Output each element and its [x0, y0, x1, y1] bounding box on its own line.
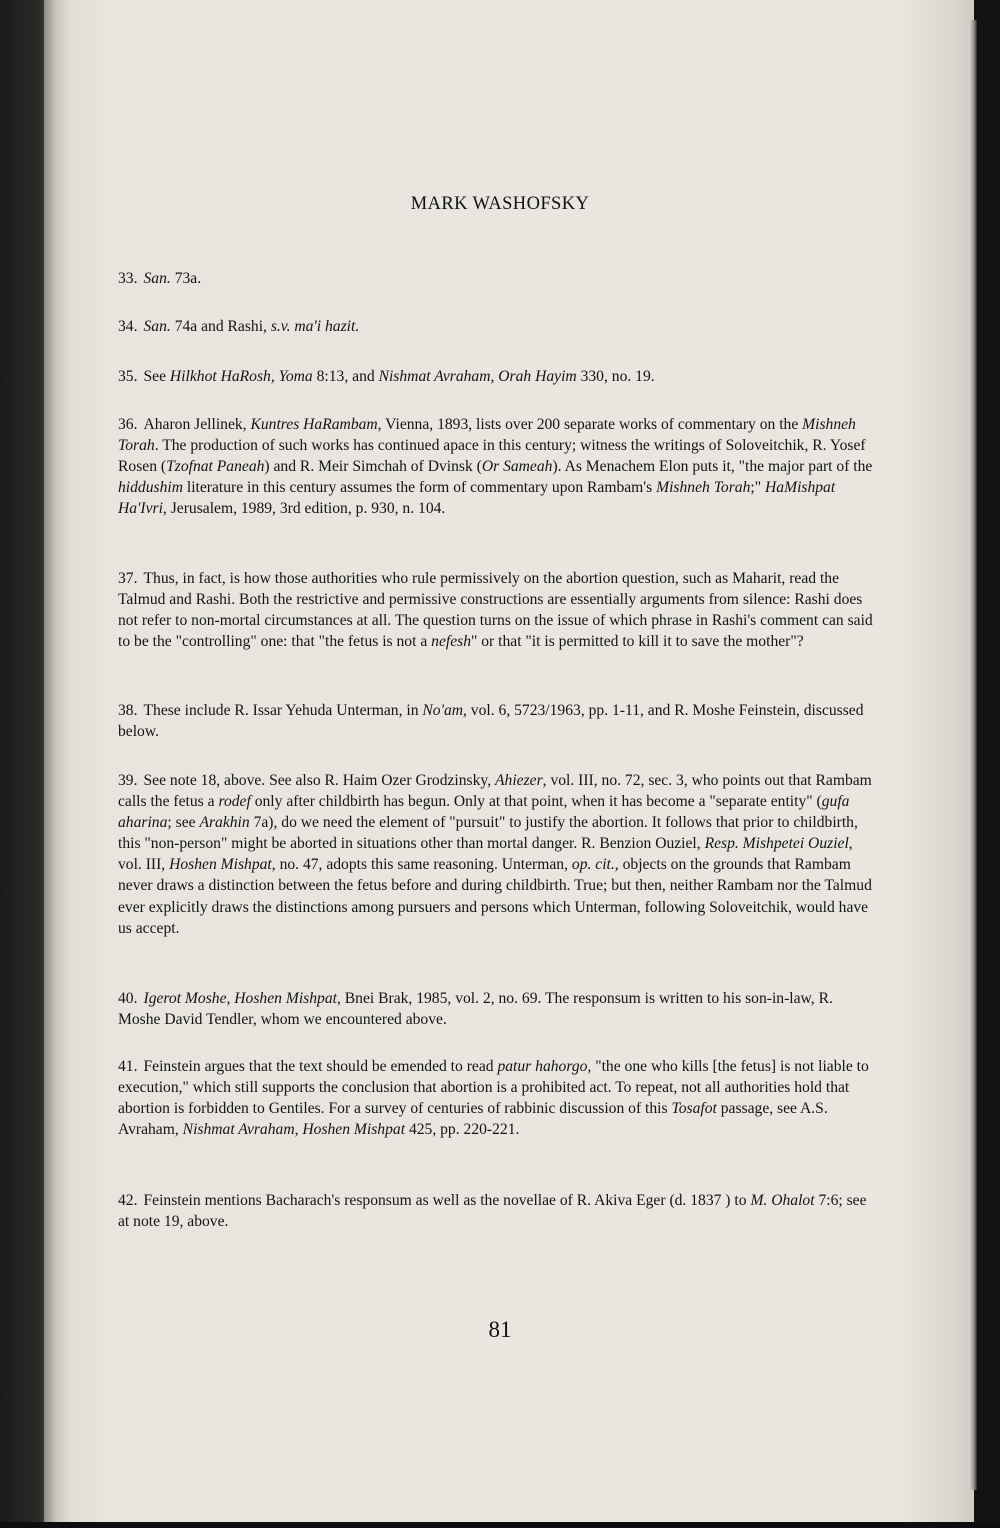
endnote-text: See Hilkhot HaRosh, Yoma 8:13, and Nishmat Avraham, Orah Hayim 330, no. 19.	[143, 368, 655, 385]
endnote-34	[118, 316, 873, 337]
endnote-number: 41.	[118, 1058, 138, 1075]
endnote-text: San. 73a.	[143, 270, 202, 287]
page-number: 81	[488, 1317, 512, 1342]
endnote-number: 37.	[118, 570, 138, 587]
endnote-number: 42.	[118, 1192, 138, 1209]
endnote-40	[118, 988, 873, 1030]
endnote-42	[118, 1190, 873, 1232]
page-edge	[970, 20, 977, 1490]
endnote-number: 38.	[118, 702, 138, 719]
endnote-text: Feinstein mentions Bacharach's responsum as well as the novellae of R. Akiva Eger (d. 1837 ) to M. Ohalot 7:6; see at note 19, above.	[118, 1192, 867, 1231]
endnote-37	[118, 568, 873, 652]
endnote-number: 35.	[118, 368, 138, 385]
endnote-text: Thus, in fact, is how those authorities who rule permissively on the abortion question, such as Maharit, read the Talmud and Rashi. Both the restrictive and permissive constructions are essentially arguments from silence: Rashi does not refer to non-mortal circumstances at all. The question turns on the issue of which phrase in Rashi's comment can said to be the "controlling" one: that "the fetus is not a nefesh" or that "it is permitted to kill it to save the mother"?	[118, 570, 873, 651]
endnote-text: Feinstein argues that the text should be emended to read patur hahorgo, "the one who kills [the fetus] is not liable to execution," which still supports the conclusion that abortion is a prohibited act. To repeat, not all authorities hold that abortion is forbidden to Gentiles. For a survey of centuries of rabbinic discussion of this Tosafot passage, see A.S. Avraham, Nishmat Avraham, Hoshen Mishpat 425, pp. 220-221.	[118, 1058, 869, 1139]
endnote-text: Aharon Jellinek, Kuntres HaRambam, Vienna, 1893, lists over 200 separate works of commentary on the Mishneh Torah. The production of such works has continued apace in this century; witness the writings of Soloveitchik, R. Yosef Rosen (Tzofnat Paneah) and R. Meir Simchah of Dvinsk (Or Sameah). As Menachem Elon puts it, "the major part of the hiddushim literature in this century assumes the form of commentary upon Rambam's Mishneh Torah;" HaMishpat Ha'Ivri, Jerusalem, 1989, 3rd edition, p. 930, n. 104.	[118, 416, 873, 518]
endnote-36	[118, 414, 873, 519]
scan-bottom-edge	[0, 1522, 1000, 1528]
endnote-38	[118, 700, 873, 742]
endnote-text: These include R. Issar Yehuda Unterman, in No'am, vol. 6, 5723/1963, pp. 1-11, and R. Moshe Feinstein, discussed below.	[118, 702, 864, 741]
endnote-text: San. 74a and Rashi, s.v. ma'i hazit.	[143, 318, 360, 335]
book-page	[44, 0, 974, 1528]
endnote-number: 33.	[118, 270, 138, 287]
endnote-35	[118, 366, 873, 387]
endnote-number: 39.	[118, 772, 138, 789]
endnote-number: 40.	[118, 990, 138, 1007]
endnote-39	[118, 770, 873, 939]
running-head: MARK WASHOFSKY	[410, 194, 590, 214]
endnote-text: Igerot Moshe, Hoshen Mishpat, Bnei Brak, 1985, vol. 2, no. 69. The responsum is written to his son-in-law, R. Moshe David Tendler, whom we encountered above.	[118, 990, 833, 1029]
endnote-text: See note 18, above. See also R. Haim Ozer Grodzinsky, Ahiezer, vol. III, no. 72, sec. 3, who points out that Rambam calls the fetus a rodef only after childbirth has begun. Only at that point, when it has become a "separate entity" (gufa aharina; see Arakhin 7a), do we need the element of "pursuit" to justify the abortion. It follows that prior to childbirth, this "non-person" might be aborted in situations other than mortal danger. R. Benzion Ouziel, Resp. Mishpetei Ouziel, vol. III, Hoshen Mishpat, no. 47, adopts this same reasoning. Unterman, op. cit., objects on the grounds that Rambam never draws a distinction between the fetus before and during childbirth. True; but then, neither Rambam nor the Talmud ever explicitly draws the distinctions among pursuers and persons which Unterman, following Soloveitchik, would have us accept.	[118, 772, 872, 937]
endnote-33	[118, 268, 873, 289]
endnote-41	[118, 1056, 873, 1140]
endnote-number: 34.	[118, 318, 138, 335]
endnote-number: 36.	[118, 416, 138, 433]
